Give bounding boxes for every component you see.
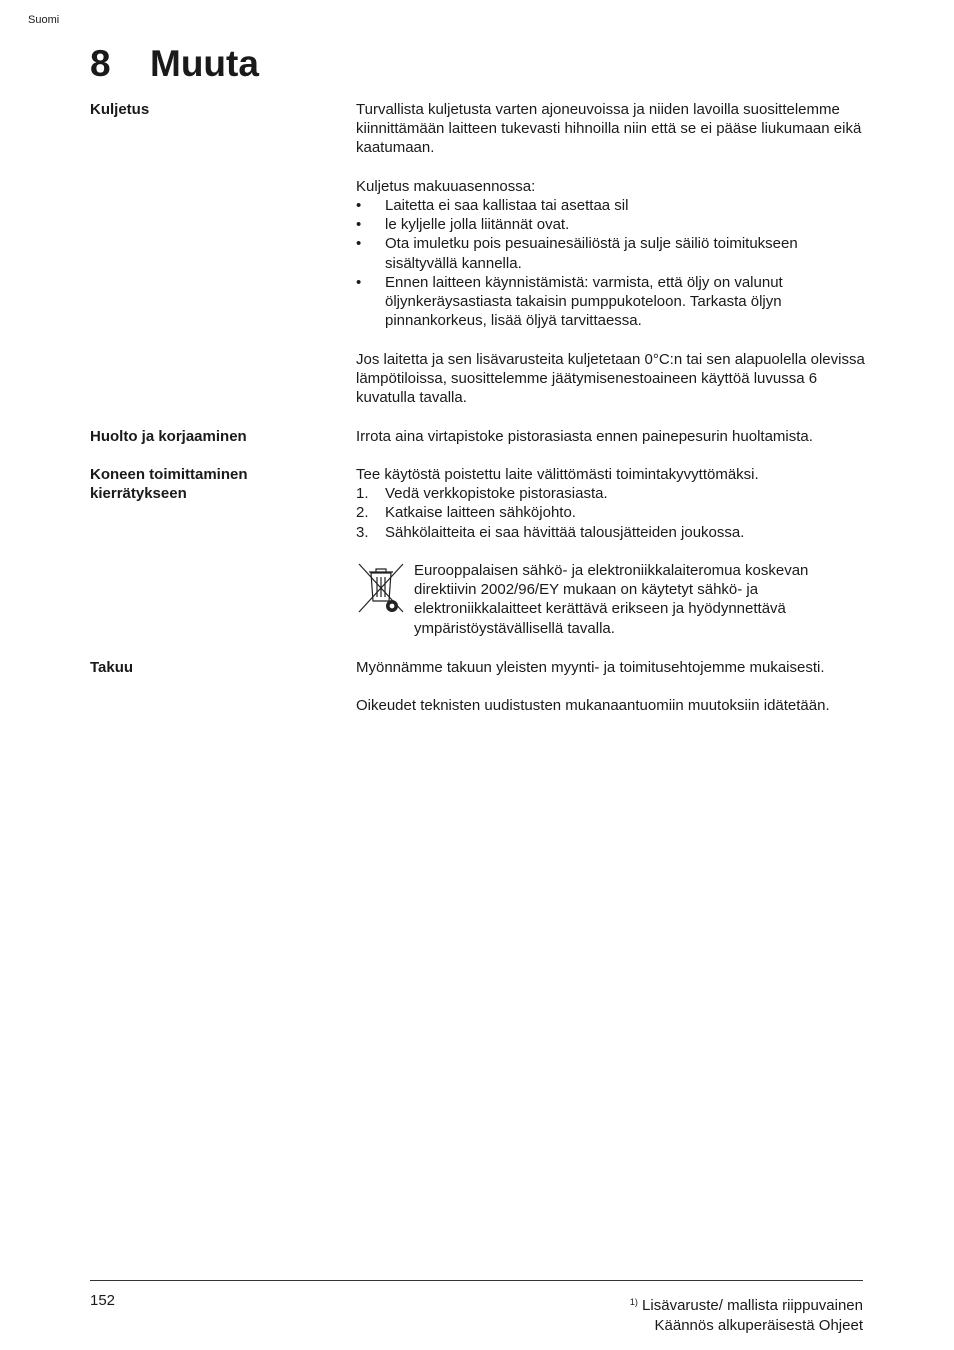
bullet-icon: •: [356, 216, 362, 234]
translation-note: Käännös alkuperäisestä Ohjeet: [654, 1317, 863, 1334]
list-item: 2. Katkaise laitteen sähköjohto.: [356, 504, 576, 522]
recycling-section: [90, 465, 864, 645]
transport-frost-note: Jos laitetta ja sen lisävarusteita kuljetetaan 0°C:n tai sen alapuolella olevissa lämpötiloissa, suosittelemme jäätymisenestoaineen käyttöä luvussa 6 kuvatulla tavalla.: [356, 350, 865, 407]
maintenance-text: Irrota aina virtapistoke pistorasiasta ennen painepesurin huoltamista.: [356, 428, 813, 445]
maintenance-body: [356, 427, 866, 446]
transport-body: [356, 100, 866, 407]
recycling-steps: [356, 484, 866, 542]
transport-intro: Turvallista kuljetusta varten ajoneuvoissa ja niiden lavoilla suosittelemme kiinnittämään laitteen tukevasti hihnoilla niin että se ei pääse liukumaan eikä kaatumaan.: [356, 101, 862, 157]
warranty-text: Myönnämme takuun yleisten myynti- ja toimitusehtojemme mukaisesti.: [356, 659, 825, 676]
chapter-number: 8: [90, 43, 111, 84]
list-item: • Ennen laitteen käynnistämistä: varmista, että öljy on valunut öljynkeräysastiasta takaisin pumppukoteloon. Tarkasta öljyn pinnankorkeus, lisää öljyä tarvittaessa.: [356, 273, 783, 330]
crossed-out-wheelie-bin-icon: [356, 561, 408, 621]
maintenance-label: Huolto ja korjaaminen: [90, 428, 247, 445]
warranty-section: [90, 658, 864, 718]
chapter-title: Muuta: [150, 43, 259, 84]
page-number: 152: [90, 1292, 116, 1309]
warranty-body: [356, 658, 866, 716]
language-label: Suomi: [28, 14, 60, 26]
transport-label: Kuljetus: [90, 101, 150, 118]
recycling-intro: Tee käytöstä poistettu laite välittömästi toimintakyvyttömäksi.: [356, 466, 759, 483]
footnote: [630, 1292, 863, 1316]
weee-text: Eurooppalaisen sähkö- ja elektroniikkalaiteromua koskevan direktiivin 2002/96/EY mukaan on käytetyt sähkö- ja elektroniikkalaitteet kerättävä erikseen ja hyödynnettävä ympäristöystävällisellä tavalla.: [414, 562, 809, 637]
bullet-icon: •: [356, 235, 362, 253]
chapter-heading: [90, 40, 259, 88]
list-item: • Laitetta ei saa kallistaa tai asettaa sil: [356, 197, 629, 214]
warranty-label: Takuu: [90, 659, 134, 676]
list-item: 1. Vedä verkkopistoke pistorasiasta.: [356, 485, 608, 503]
maintenance-section: [90, 427, 864, 451]
warranty-note: Oikeudet teknisten uudistusten mukanaantuomiin muutoksiin idätetään.: [356, 697, 830, 715]
list-item: 3. Sähkölaitteita ei saa hävittää talousjätteiden joukossa.: [356, 523, 745, 541]
bullet-icon: •: [356, 273, 362, 291]
recycling-body: [356, 465, 866, 638]
footnote-text: Lisävaruste/ mallista riippuvainen: [642, 1297, 863, 1314]
recycling-label: Koneen toimittaminen kierrätykseen: [90, 466, 248, 503]
footer-divider: [90, 1280, 863, 1281]
footer-notes: [630, 1292, 863, 1336]
footnote-marker: 1): [629, 1297, 638, 1307]
weee-notice: [356, 561, 866, 638]
list-item: • Ota imuletku pois pesuainesäiliöstä ja sulje säiliö toimitukseen sisältyvällä kannella.: [356, 235, 798, 272]
transport-bullet-list: [356, 196, 866, 330]
transport-lying-heading: Kuljetus makuuasennossa:: [356, 177, 536, 195]
list-item: • le kyljelle jolla liitännät ovat.: [356, 216, 570, 234]
transport-section: [90, 100, 864, 410]
bullet-icon: •: [356, 197, 362, 214]
